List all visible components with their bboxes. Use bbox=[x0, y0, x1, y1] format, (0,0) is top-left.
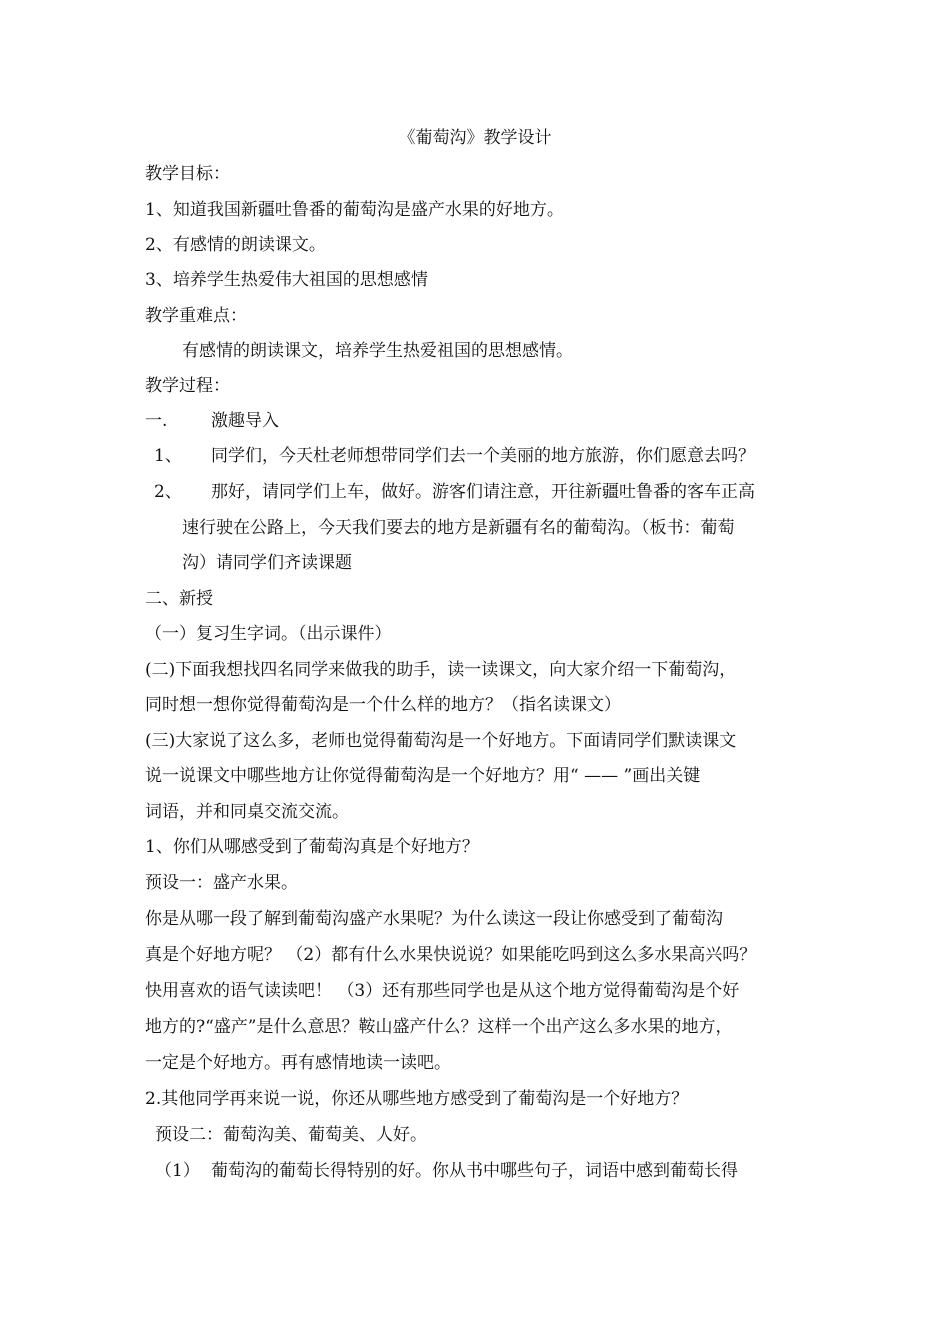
preset-1-para-line-1: 你是从哪一段了解到葡萄沟盛产水果呢？为什么读这一段让你感受到了葡萄沟 bbox=[145, 909, 723, 929]
sub-item-1-text: 葡萄沟的葡萄长得特别的好。你从书中哪些句子，词语中感到葡萄长得 bbox=[211, 1161, 738, 1181]
preset-1-para-line-3: 快用喜欢的语气读读吧！ （3）还有那些同学也是从这个地方觉得葡萄沟是个好 bbox=[145, 981, 740, 1001]
goals-heading: 教学目标： bbox=[145, 164, 230, 184]
section-1-number: 一. bbox=[145, 411, 168, 431]
goal-item-2: 2、有感情的朗读课文。 bbox=[145, 235, 326, 255]
section-1-title: 激趣导入 bbox=[211, 411, 279, 431]
part-2-line-1: (二)下面我想找四名同学来做我的助手，读一读课文，向大家介绍一下葡萄沟， bbox=[145, 660, 737, 680]
goal-item-1: 1、知道我国新疆吐鲁番的葡萄沟是盛产水果的好地方。 bbox=[145, 200, 564, 220]
part-2-line-2: 同时想一想你觉得葡萄沟是一个什么样的地方？（指名读课文） bbox=[145, 695, 621, 715]
preset-2: 预设二：葡萄沟美、葡萄美、人好。 bbox=[155, 1125, 427, 1145]
item-2-line-3: 沟）请同学们齐读课题 bbox=[182, 553, 352, 573]
key-points-text: 有感情的朗读课文，培养学生热爱祖国的思想感情。 bbox=[182, 341, 573, 361]
document-title: 《葡萄沟》教学设计 bbox=[398, 128, 552, 148]
item-2-line-2: 速行驶在公路上，今天我们要去的地方是新疆有名的葡萄沟。（板书：葡萄 bbox=[182, 518, 735, 538]
part-1-text: （一）复习生字词。（出示课件） bbox=[145, 624, 392, 644]
part-3-line-1: (三)大家说了这么多，老师也觉得葡萄沟是一个好地方。下面请同学们默读课文 bbox=[145, 731, 737, 751]
item-2-number: 2、 bbox=[154, 482, 182, 502]
key-points-heading: 教学重难点： bbox=[145, 306, 247, 326]
sub-item-1-number: （1） bbox=[155, 1161, 200, 1181]
process-heading: 教学过程： bbox=[145, 376, 230, 396]
item-1-number: 1、 bbox=[154, 446, 182, 466]
preset-1-para-line-2: 真是个好地方呢？ （2）都有什么水果快说说？如果能吃吗到这么多水果高兴吗？ bbox=[145, 945, 757, 965]
goal-item-3: 3、培养学生热爱伟大祖国的思想感情 bbox=[145, 270, 428, 290]
part-3-line-3: 词语，并和同桌交流交流。 bbox=[145, 802, 349, 822]
preset-1: 预设一：盛产水果。 bbox=[145, 873, 298, 893]
section-2-title: 二、新授 bbox=[145, 589, 213, 609]
preset-1-para-line-4: 地方的?“盛产”是什么意思？鞍山盛产什么？这样一个出产这么多水果的地方， bbox=[145, 1017, 733, 1037]
preset-1-para-line-5: 一定是个好地方。再有感情地读一读吧。 bbox=[145, 1053, 451, 1073]
part-3-line-2: 说一说课文中哪些地方让你觉得葡萄沟是一个好地方？用“ —— ”画出关键 bbox=[145, 766, 701, 786]
question-2: 2.其他同学再来说一说，你还从哪些地方感受到了葡萄沟是一个好地方？ bbox=[145, 1089, 689, 1109]
item-1-text: 同学们，今天杜老师想带同学们去一个美丽的地方旅游，你们愿意去吗？ bbox=[211, 446, 755, 466]
item-2-line-1: 那好，请同学们上车，做好。游客们请注意，开往新疆吐鲁番的客车正高 bbox=[211, 482, 755, 502]
question-1: 1、你们从哪感受到了葡萄沟真是个好地方？ bbox=[145, 837, 479, 857]
